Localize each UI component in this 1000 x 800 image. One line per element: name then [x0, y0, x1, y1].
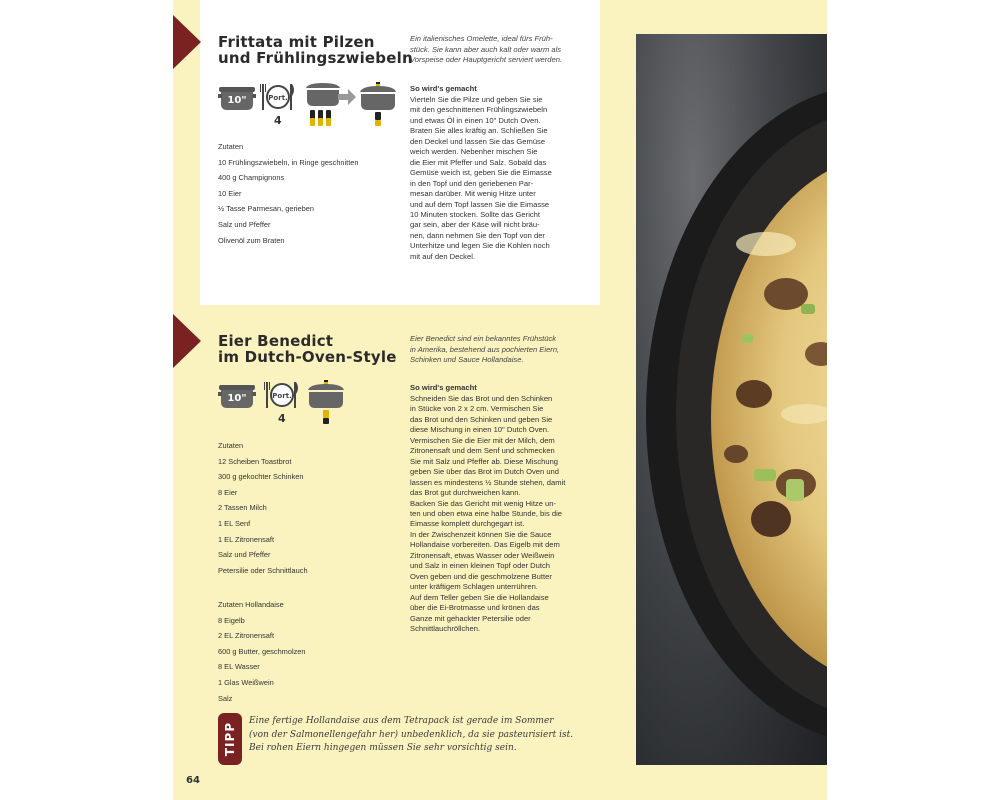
- ingredient-item: 2 Tassen Milch: [218, 503, 267, 513]
- method-line: Hollandaise vorbereiten. Das Eigelb mit dem: [410, 540, 560, 550]
- page-number: 64: [186, 775, 200, 786]
- cutlery-portion-icon: [264, 382, 298, 408]
- method-heading: So wird's gemacht: [410, 383, 477, 392]
- method-line: Schneiden Sie das Brot und den Schinken: [410, 394, 553, 403]
- method-line: und auf dem Topf lassen Sie die Eimasse: [410, 199, 550, 209]
- recipe-marker-triangle: [173, 15, 201, 69]
- intro-line: Eier Benedict sind ein bekanntes Frühstück: [410, 334, 557, 343]
- method-line: Sie mit Salz und Pfeffer ab. Diese Mischung: [410, 456, 559, 466]
- ingredient-item: 8 EL Wasser: [218, 662, 260, 672]
- method-line: Schnittlauchröllchen.: [410, 623, 481, 633]
- frittata-photo: [636, 34, 827, 765]
- ingredient-item: 8 Eigelb: [218, 615, 245, 625]
- recipe-title: [218, 34, 413, 66]
- dutch-oven-lid-coals-icon: [360, 82, 396, 126]
- dutch-oven-icon: [218, 87, 256, 110]
- frittata-pan-illustration: [636, 34, 827, 765]
- method-line: Braten Sie alles kräftig an. Schließen Sie: [410, 126, 548, 136]
- method-line: Zitronensaft, etwas Wasser oder Weißwein: [410, 550, 555, 560]
- method-line: mesan darüber. Mit wenig Hitze unter: [410, 189, 536, 199]
- method-text: [410, 394, 588, 634]
- tip-line: Eine fertige Hollandaise aus dem Tetrapack ist gerade im Sommer: [249, 716, 554, 726]
- tip-line: Bei rohen Eiern hingegen müssen Sie sehr vorsichtig sein.: [249, 743, 517, 754]
- recipe-intro: [410, 34, 588, 66]
- method-line: lassen es mindestens ½ Stunde stehen, damit: [410, 477, 566, 487]
- intro-line: Ein italienisches Omelette, ideal fürs Früh-: [410, 34, 553, 43]
- ingredient-item: 10 Eier: [218, 188, 242, 198]
- cutlery-portion-icon: [260, 84, 294, 110]
- method-line: Oven geben und die geschmolzene Butter: [410, 571, 552, 581]
- portion-count: 4: [278, 412, 286, 425]
- recipe-icons: [218, 82, 398, 132]
- recipe-title: [218, 333, 397, 365]
- method-line: Backen Sie das Gericht mit wenig Hitze un-: [410, 498, 557, 508]
- ingredient-item: 10 Frühlingszwiebeln, in Ringe geschnitten: [218, 157, 359, 167]
- method-line: Gemüse weich ist, geben Sie die Eimasse: [410, 168, 552, 178]
- ingredient-item: Salz und Pfeffer: [218, 550, 271, 560]
- arrow-right-icon: [338, 89, 356, 105]
- ingredient-item: ½ Tasse Parmesan, gerieben: [218, 204, 314, 214]
- hollandaise-ingredients-list: [218, 597, 403, 706]
- method-line: und etwas Öl in einen 10" Dutch Oven.: [410, 115, 541, 125]
- method-line: Auf dem Teller geben Sie die Hollandaise: [410, 592, 549, 602]
- ingredient-item: Salz und Pfeffer: [218, 219, 271, 229]
- method-line: in den Topf und den geriebenen Par-: [410, 178, 534, 188]
- ingredient-item: Olivenöl zum Braten: [218, 235, 285, 245]
- ingredient-item: 600 g Butter, geschmolzen: [218, 646, 306, 656]
- method-line: weich werden. Nebenher mischen Sie: [410, 147, 538, 157]
- recipe-intro: [410, 334, 588, 366]
- tip-badge: [218, 713, 242, 765]
- method-line: unter kräftigem Schlagen unterrühren.: [410, 582, 538, 592]
- ingredient-item: Petersilie oder Schnittlauch: [218, 565, 308, 575]
- recipe-title-line: und Frühlingszwiebeln: [218, 49, 413, 67]
- method-line: geben Sie über das Brot im Dutch Oven und: [410, 467, 560, 477]
- ingredient-item: 300 g gekochter Schinken: [218, 472, 304, 482]
- method-line: Zitronensaft und dem Senf und schmecken: [410, 446, 555, 456]
- method-line: ten und oben etwa eine halbe Stunde, bis die: [410, 508, 562, 518]
- ingredients-list: [218, 139, 403, 248]
- method-line: Unterhitze und legen Sie die Kohlen noch: [410, 241, 550, 251]
- method-line: gar sein, aber der Käse will nicht bräu-: [410, 220, 540, 230]
- method-heading: So wird's gemacht: [410, 84, 477, 93]
- ingredients-heading: Zutaten Hollandaise: [218, 600, 284, 609]
- method-line: in Stücke von 2 x 2 cm. Vermischen Sie: [410, 404, 544, 414]
- method-line: Eimasse komplett durchgegart ist.: [410, 519, 525, 529]
- method-line: und Salz in einen kleinen Topf oder Dutch: [410, 561, 551, 571]
- method-line: Vierteln Sie die Pilze und geben Sie sie: [410, 95, 543, 104]
- ingredient-item: 8 Eier: [218, 487, 238, 497]
- method-line: mit auf den Deckel.: [410, 251, 475, 261]
- method-line: das Brot gut durchweichen kann.: [410, 488, 521, 498]
- svg-text:10": 10": [227, 95, 247, 106]
- intro-line: in Amerika, bestehend aus pochierten Eiern,: [410, 344, 560, 354]
- method-line: diese Mischung in einen 10" Dutch Oven.: [410, 425, 550, 435]
- tip-line: (von der Salmonellengefahr her) unbedenklich, da sie pasteurisiert ist.: [249, 729, 574, 740]
- method-line: 10 Minuten stocken. Sollte das Gericht: [410, 209, 541, 219]
- dutch-oven-coals-icon: [306, 83, 340, 126]
- ingredient-item: 400 g Champignons: [218, 173, 285, 183]
- method-line: nen, dann nehmen Sie den Topf von der: [410, 230, 545, 240]
- method-line: Ganze mit gehackter Petersilie oder: [410, 613, 531, 623]
- intro-line: Schinken und Sauce Hollandaise.: [410, 355, 524, 364]
- tip-text: [249, 715, 594, 756]
- ingredient-item: 12 Scheiben Toastbrot: [218, 456, 292, 466]
- method-line: mit den geschnittenen Frühlingszwiebeln: [410, 105, 548, 115]
- recipe-icons: [218, 380, 358, 430]
- ingredient-item: Salz: [218, 693, 233, 703]
- ingredients-heading: Zutaten: [218, 441, 244, 450]
- dutch-oven-lid-coals-icon: [308, 380, 344, 424]
- recipe-title-line: Eier Benedict: [218, 332, 334, 350]
- method-line: Vermischen Sie die Eier mit der Milch, dem: [410, 435, 555, 445]
- method-line: die Eier mit Pfeffer und Salz. Sobald das: [410, 157, 547, 167]
- tip-label: TIPP: [223, 721, 237, 757]
- dutch-oven-icon: [218, 385, 256, 408]
- method-line: das Brot und den Schinken und geben Sie: [410, 414, 553, 424]
- method-text: [410, 95, 588, 262]
- svg-text:Port.: Port.: [272, 392, 292, 400]
- intro-line: stück. Sie kann aber auch kalt oder warm als: [410, 44, 562, 54]
- method-line: über die Ei-Brotmasse und krönen das: [410, 603, 540, 613]
- recipe-marker-triangle: [173, 314, 201, 368]
- recipe-title-line: im Dutch-Oven-Style: [218, 348, 397, 366]
- ingredient-item: 2 EL Zitronensaft: [218, 631, 275, 641]
- method-line: In der Zwischenzeit können Sie die Sauce: [410, 529, 552, 539]
- svg-text:Port.: Port.: [268, 94, 288, 102]
- method-line: den Deckel und lassen Sie das Gemüse: [410, 136, 546, 146]
- svg-text:10": 10": [227, 393, 247, 404]
- ingredient-item: 1 EL Zitronensaft: [218, 534, 275, 544]
- ingredient-item: 1 Glas Weißwein: [218, 677, 274, 687]
- ingredient-item: 1 EL Senf: [218, 518, 251, 528]
- intro-line: Vorspeise oder Hauptgericht serviert werden.: [410, 55, 563, 64]
- ingredients-heading: Zutaten: [218, 142, 244, 151]
- portion-count: 4: [274, 114, 282, 127]
- recipe-title-line: Frittata mit Pilzen: [218, 33, 375, 51]
- ingredients-list: [218, 438, 403, 578]
